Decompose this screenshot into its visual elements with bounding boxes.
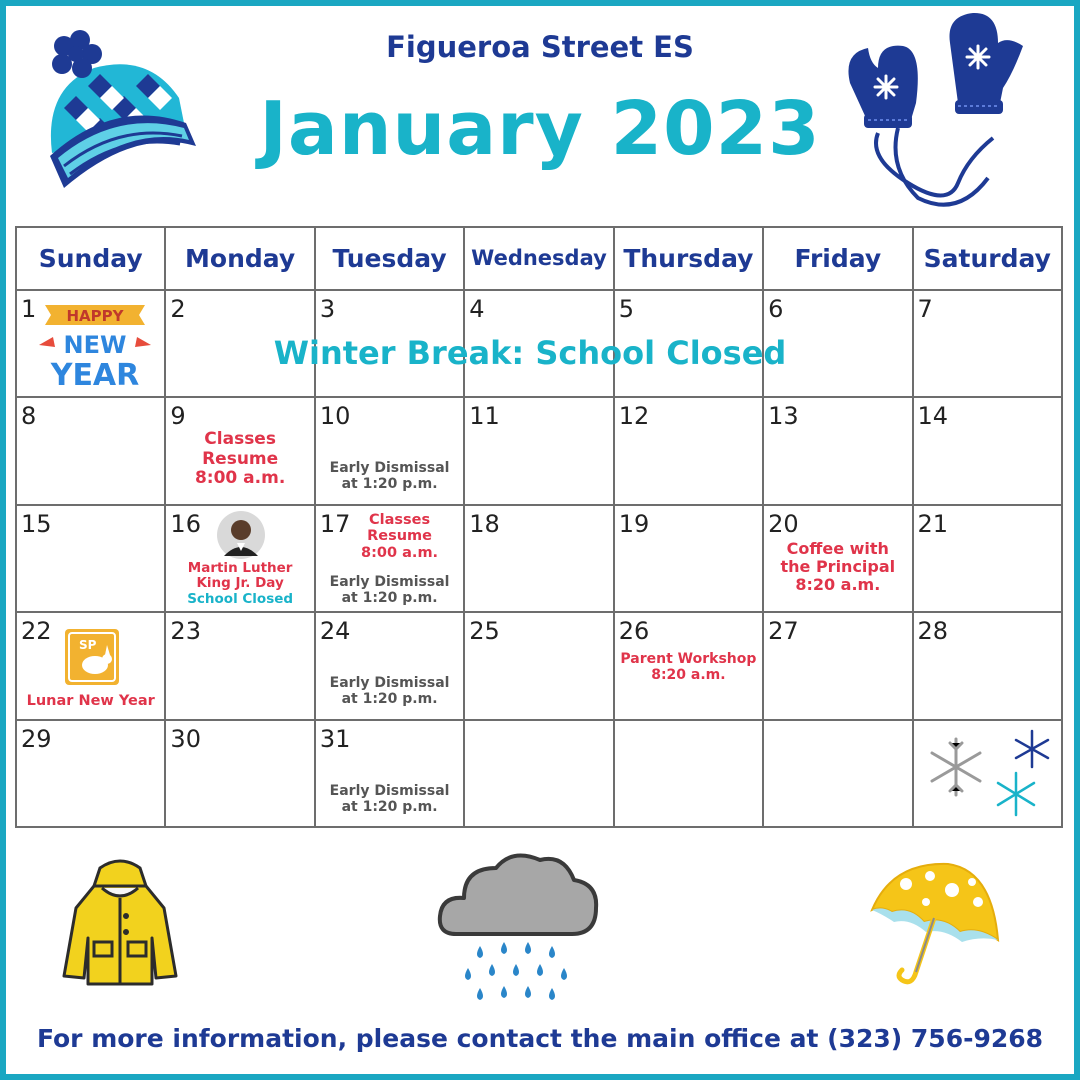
empty-cell	[763, 720, 912, 827]
event-line: the Principal	[780, 557, 896, 577]
empty-cell	[614, 720, 763, 827]
day-cell-31	[315, 720, 464, 827]
year-text: YEAR	[50, 357, 140, 393]
event-line: Classes	[204, 429, 276, 450]
day-number: 26	[618, 617, 650, 646]
day-cell-14	[913, 397, 1062, 504]
parent-workshop-event	[615, 651, 762, 683]
day-cell-29	[16, 720, 165, 827]
event-line: Classes	[368, 511, 431, 528]
early-dismissal-event	[316, 675, 463, 707]
day-cell-15	[16, 505, 165, 612]
mlk-portrait-icon	[216, 510, 266, 560]
day-number: 28	[917, 617, 949, 646]
day-cell-30	[165, 720, 314, 827]
day-cell-19	[614, 505, 763, 612]
weekday-saturday: Saturday	[913, 227, 1062, 290]
event-line: Martin Luther	[187, 559, 293, 576]
day-cell-1	[16, 290, 165, 397]
event-line: Resume	[367, 528, 432, 545]
day-cell-9	[165, 397, 314, 504]
lunar-rabbit-stamp-icon	[63, 627, 121, 687]
empty-cell	[464, 720, 613, 827]
weekday-sunday: Sunday	[16, 227, 165, 290]
event-line: at 1:20 p.m.	[341, 589, 438, 606]
event-line: Parent Workshop	[620, 651, 757, 668]
day-number: 12	[618, 402, 650, 431]
day-cell-26	[614, 612, 763, 719]
day-cell-16	[165, 505, 314, 612]
school-name: Figueroa Street ES	[386, 30, 694, 64]
event-line: Early Dismissal	[329, 573, 450, 590]
week-row	[16, 720, 1062, 827]
event-line: Early Dismissal	[329, 675, 450, 692]
day-number: 22	[21, 617, 52, 646]
mlk-event	[166, 561, 313, 608]
mittens-icon	[838, 8, 1038, 213]
day-number: 8	[21, 402, 37, 431]
day-number: 10	[319, 402, 351, 431]
school-closed-label: School Closed	[187, 590, 294, 607]
event-line: at 1:20 p.m.	[341, 691, 438, 708]
event-line: King Jr. Day	[196, 575, 284, 592]
day-number: 7	[917, 294, 933, 323]
event-line: Early Dismissal	[329, 782, 450, 799]
day-cell-13	[763, 397, 912, 504]
early-dismissal-event	[316, 574, 463, 606]
umbrella-icon	[868, 862, 1002, 992]
day-cell-11	[464, 397, 613, 504]
week-row	[16, 612, 1062, 719]
event-time: 8:00 a.m.	[361, 545, 439, 562]
weekday-friday: Friday	[763, 227, 912, 290]
day-number: 19	[618, 509, 650, 538]
day-number: 11	[469, 402, 500, 431]
event-time: 8:00 a.m.	[194, 468, 286, 489]
snowflakes-icon	[920, 725, 1056, 821]
classes-resume-event	[316, 509, 463, 562]
day-number: 15	[21, 509, 52, 538]
day-cell-22	[16, 612, 165, 719]
winter-break-banner: Winter Break: School Closed	[273, 334, 787, 372]
event-line: at 1:20 p.m.	[341, 798, 438, 815]
day-number: 20	[768, 509, 799, 538]
day-number: 25	[469, 617, 500, 646]
day-cell-23	[165, 612, 314, 719]
day-number: 1	[21, 294, 37, 323]
event-time: 8:20 a.m.	[795, 575, 881, 595]
month-title: January 2023	[259, 86, 821, 172]
day-number: 24	[319, 617, 351, 646]
new-text: NEW	[63, 330, 127, 359]
day-number: 9	[170, 402, 186, 431]
day-number: 16	[170, 509, 201, 538]
calendar-grid	[15, 226, 1063, 828]
rain-cloud-icon	[436, 846, 600, 1006]
day-number: 18	[469, 509, 500, 538]
day-cell-21	[913, 505, 1062, 612]
event-line: Coffee with	[786, 538, 889, 558]
day-cell-12	[614, 397, 763, 504]
day-number: 23	[170, 617, 201, 646]
day-cell-20	[763, 505, 912, 612]
day-number: 17	[319, 509, 351, 538]
day-number: 27	[768, 617, 799, 646]
contact-footer: For more information, please contact the main office at (323) 756-9268	[36, 1024, 1044, 1053]
day-cell-25	[464, 612, 613, 719]
day-cell-24	[315, 612, 464, 719]
weekday-monday: Monday	[165, 227, 314, 290]
day-number: 3	[319, 294, 336, 323]
day-number: 6	[768, 294, 784, 323]
day-cell-27	[763, 612, 912, 719]
weekday-thursday: Thursday	[614, 227, 763, 290]
raincoat-icon	[60, 858, 180, 988]
happy-text: HAPPY	[66, 306, 124, 325]
empty-cell	[913, 720, 1062, 827]
happy-new-year-icon	[35, 297, 155, 393]
day-number: 5	[618, 294, 634, 323]
day-cell-18	[464, 505, 613, 612]
weekday-tuesday: Tuesday	[315, 227, 464, 290]
early-dismissal-event	[316, 783, 463, 815]
week-row	[16, 397, 1062, 504]
stamp-text: SP	[79, 638, 97, 653]
winter-hat-icon	[34, 28, 204, 198]
week-row	[16, 505, 1062, 612]
early-dismissal-event	[316, 460, 463, 492]
day-number: 21	[917, 509, 949, 538]
coffee-principal-event	[764, 540, 911, 595]
day-cell-28	[913, 612, 1062, 719]
classes-resume-event	[166, 430, 313, 489]
event-line: Resume	[202, 448, 279, 469]
day-cell-17	[315, 505, 464, 612]
event-line: Early Dismissal	[329, 460, 450, 477]
day-cell-8	[16, 397, 165, 504]
day-cell-10	[315, 397, 464, 504]
day-number: 13	[768, 402, 799, 431]
weekday-wednesday: Wednesday	[464, 227, 613, 290]
day-number: 14	[917, 402, 949, 431]
weekday-header-row	[16, 227, 1062, 290]
day-number: 29	[21, 724, 52, 753]
event-line: at 1:20 p.m.	[341, 476, 438, 493]
day-number: 4	[469, 294, 485, 323]
day-number: 2	[170, 294, 186, 323]
event-time: 8:20 a.m.	[651, 667, 726, 684]
lunar-new-year-event: Lunar New Year	[26, 693, 155, 710]
day-number: 31	[319, 724, 351, 753]
day-cell-7	[913, 290, 1062, 397]
day-number: 30	[170, 724, 201, 753]
